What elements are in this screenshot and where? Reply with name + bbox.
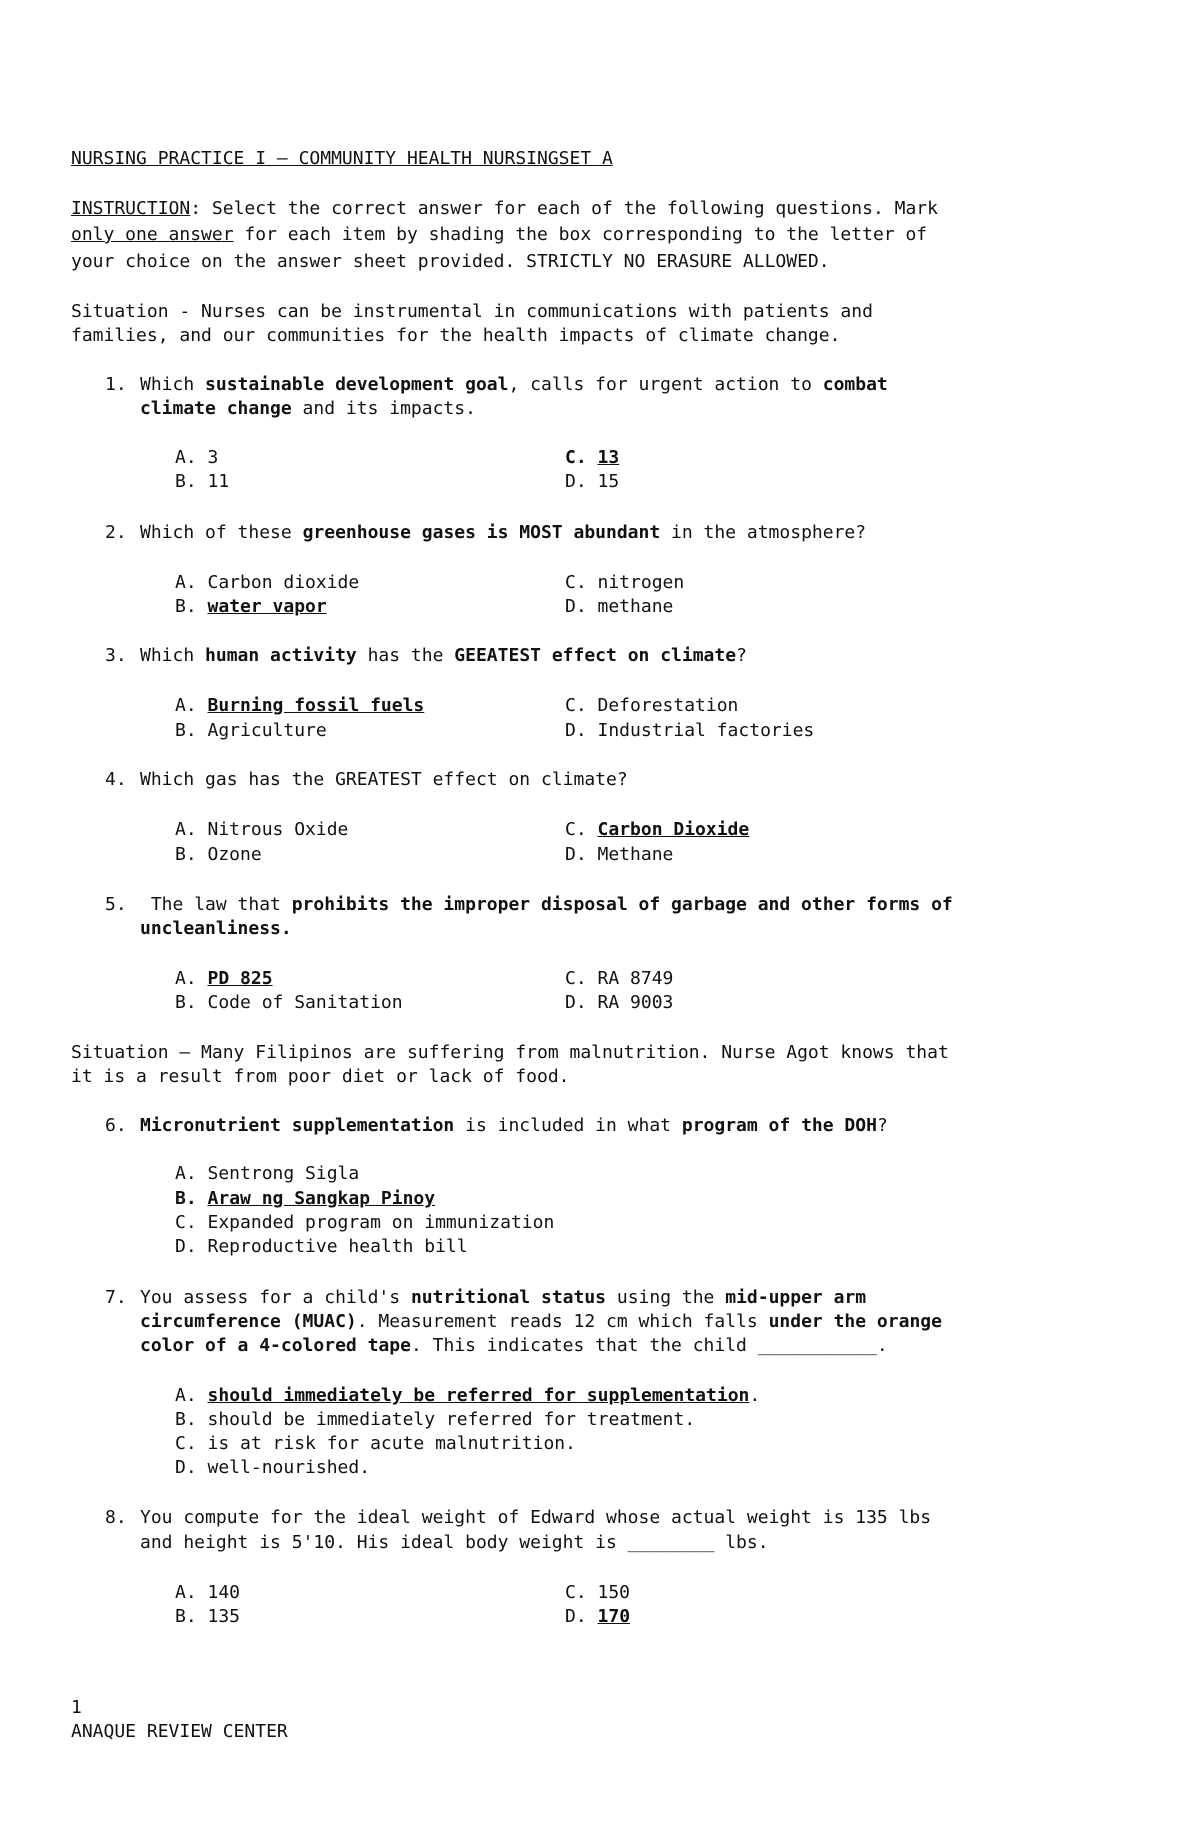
q3-option-c: C. Deforestation [565,695,739,716]
page-number: 1 [71,1697,82,1718]
q1-option-b: B. 11 [175,471,230,492]
question-5-line-2: uncleanliness. [140,918,292,939]
question-5-line-1: The law that prohibits the improper disposal of garbage and other forms of [140,894,953,915]
question-4-line-1: Which gas has the GREATEST effect on climate? [140,769,628,790]
footer-review-center: ANAQUE REVIEW CENTER [71,1721,288,1742]
instruction-line-2: only one answer for each item by shading the box corresponding to the letter of [71,224,928,245]
question-7-line-1: You assess for a child's nutritional status using the mid-upper arm [140,1287,867,1308]
q7-option-c: C. is at risk for acute malnutrition. [175,1433,576,1454]
q6-option-b: B. Araw ng Sangkap Pinoy [175,1188,436,1209]
q2-option-d: D. methane [565,596,674,617]
q3-option-b: B. Agriculture [175,720,327,741]
situation-1-line-2: families, and our communities for the health impacts of climate change. [71,325,841,346]
situation-1-line-1: Situation - Nurses can be instrumental in communications with patients and [71,301,873,322]
question-6-line-1: Micronutrient supplementation is included in what program of the DOH? [140,1115,888,1136]
question-5-number: 5. [105,894,127,915]
q5-option-a: A. PD 825 [175,968,273,989]
situation-2-line-2: it is a result from poor diet or lack of food. [71,1066,570,1087]
q5-option-c: C. RA 8749 [565,968,674,989]
question-8-number: 8. [105,1507,127,1528]
q3-option-a: A. Burning fossil fuels [175,695,425,716]
q1-option-a: A. 3 [175,447,219,468]
q5-option-b: B. Code of Sanitation [175,992,403,1013]
question-3-number: 3. [105,645,127,666]
q3-option-d: D. Industrial factories [565,720,815,741]
q4-option-a: A. Nitrous Oxide [175,819,349,840]
q6-option-d: D. Reproductive health bill [175,1236,468,1257]
exam-title: NURSING PRACTICE I – COMMUNITY HEALTH NURSINGSET A [71,148,613,169]
q7-option-d: D. well-nourished. [175,1457,371,1478]
instruction-line-3: your choice on the answer sheet provided. STRICTLY NO ERASURE ALLOWED. [71,251,830,272]
question-2-line-1: Which of these greenhouse gases is MOST abundant in the atmosphere? [140,522,867,543]
question-3-line-1: Which human activity has the GEEATEST effect on climate? [140,645,747,666]
q8-option-d: D. 170 [565,1606,631,1627]
q2-option-b: B. water vapor [175,596,327,617]
q1-option-c: C. 13 [565,447,620,468]
q4-option-d: D. Methane [565,844,674,865]
instruction-line-1: INSTRUCTION: Select the correct answer for each of the following questions. Mark [71,198,938,219]
question-2-number: 2. [105,522,127,543]
question-1-number: 1. [105,374,127,395]
question-6-number: 6. [105,1115,127,1136]
q2-option-c: C. nitrogen [565,572,685,593]
situation-2-line-1: Situation – Many Filipinos are suffering from malnutrition. Nurse Agot knows that [71,1042,949,1063]
question-7-line-3: color of a 4-colored tape. This indicates that the child ___________. [140,1335,888,1356]
q6-option-c: C. Expanded program on immunization [175,1212,555,1233]
q2-option-a: A. Carbon dioxide [175,572,360,593]
q8-option-b: B. 135 [175,1606,241,1627]
q8-option-a: A. 140 [175,1582,241,1603]
question-7-line-2: circumference (MUAC). Measurement reads 12 cm which falls under the orange [140,1311,942,1332]
q7-option-a: A. should immediately be referred for supplementation. [175,1385,761,1406]
q8-option-c: C. 150 [565,1582,631,1603]
q4-option-b: B. Ozone [175,844,262,865]
question-7-number: 7. [105,1287,127,1308]
question-1-line-1: Which sustainable development goal, calls for urgent action to combat [140,374,888,395]
q7-option-b: B. should be immediately referred for treatment. [175,1409,696,1430]
question-4-number: 4. [105,769,127,790]
q1-option-d: D. 15 [565,471,620,492]
question-1-line-2: climate change and its impacts. [140,398,476,419]
question-8-line-2: and height is 5'10. His ideal body weight is ________ lbs. [140,1532,769,1553]
q5-option-d: D. RA 9003 [565,992,674,1013]
q4-option-c: C. Carbon Dioxide [565,819,750,840]
question-8-line-1: You compute for the ideal weight of Edward whose actual weight is 135 lbs [140,1507,932,1528]
q6-option-a: A. Sentrong Sigla [175,1163,360,1184]
